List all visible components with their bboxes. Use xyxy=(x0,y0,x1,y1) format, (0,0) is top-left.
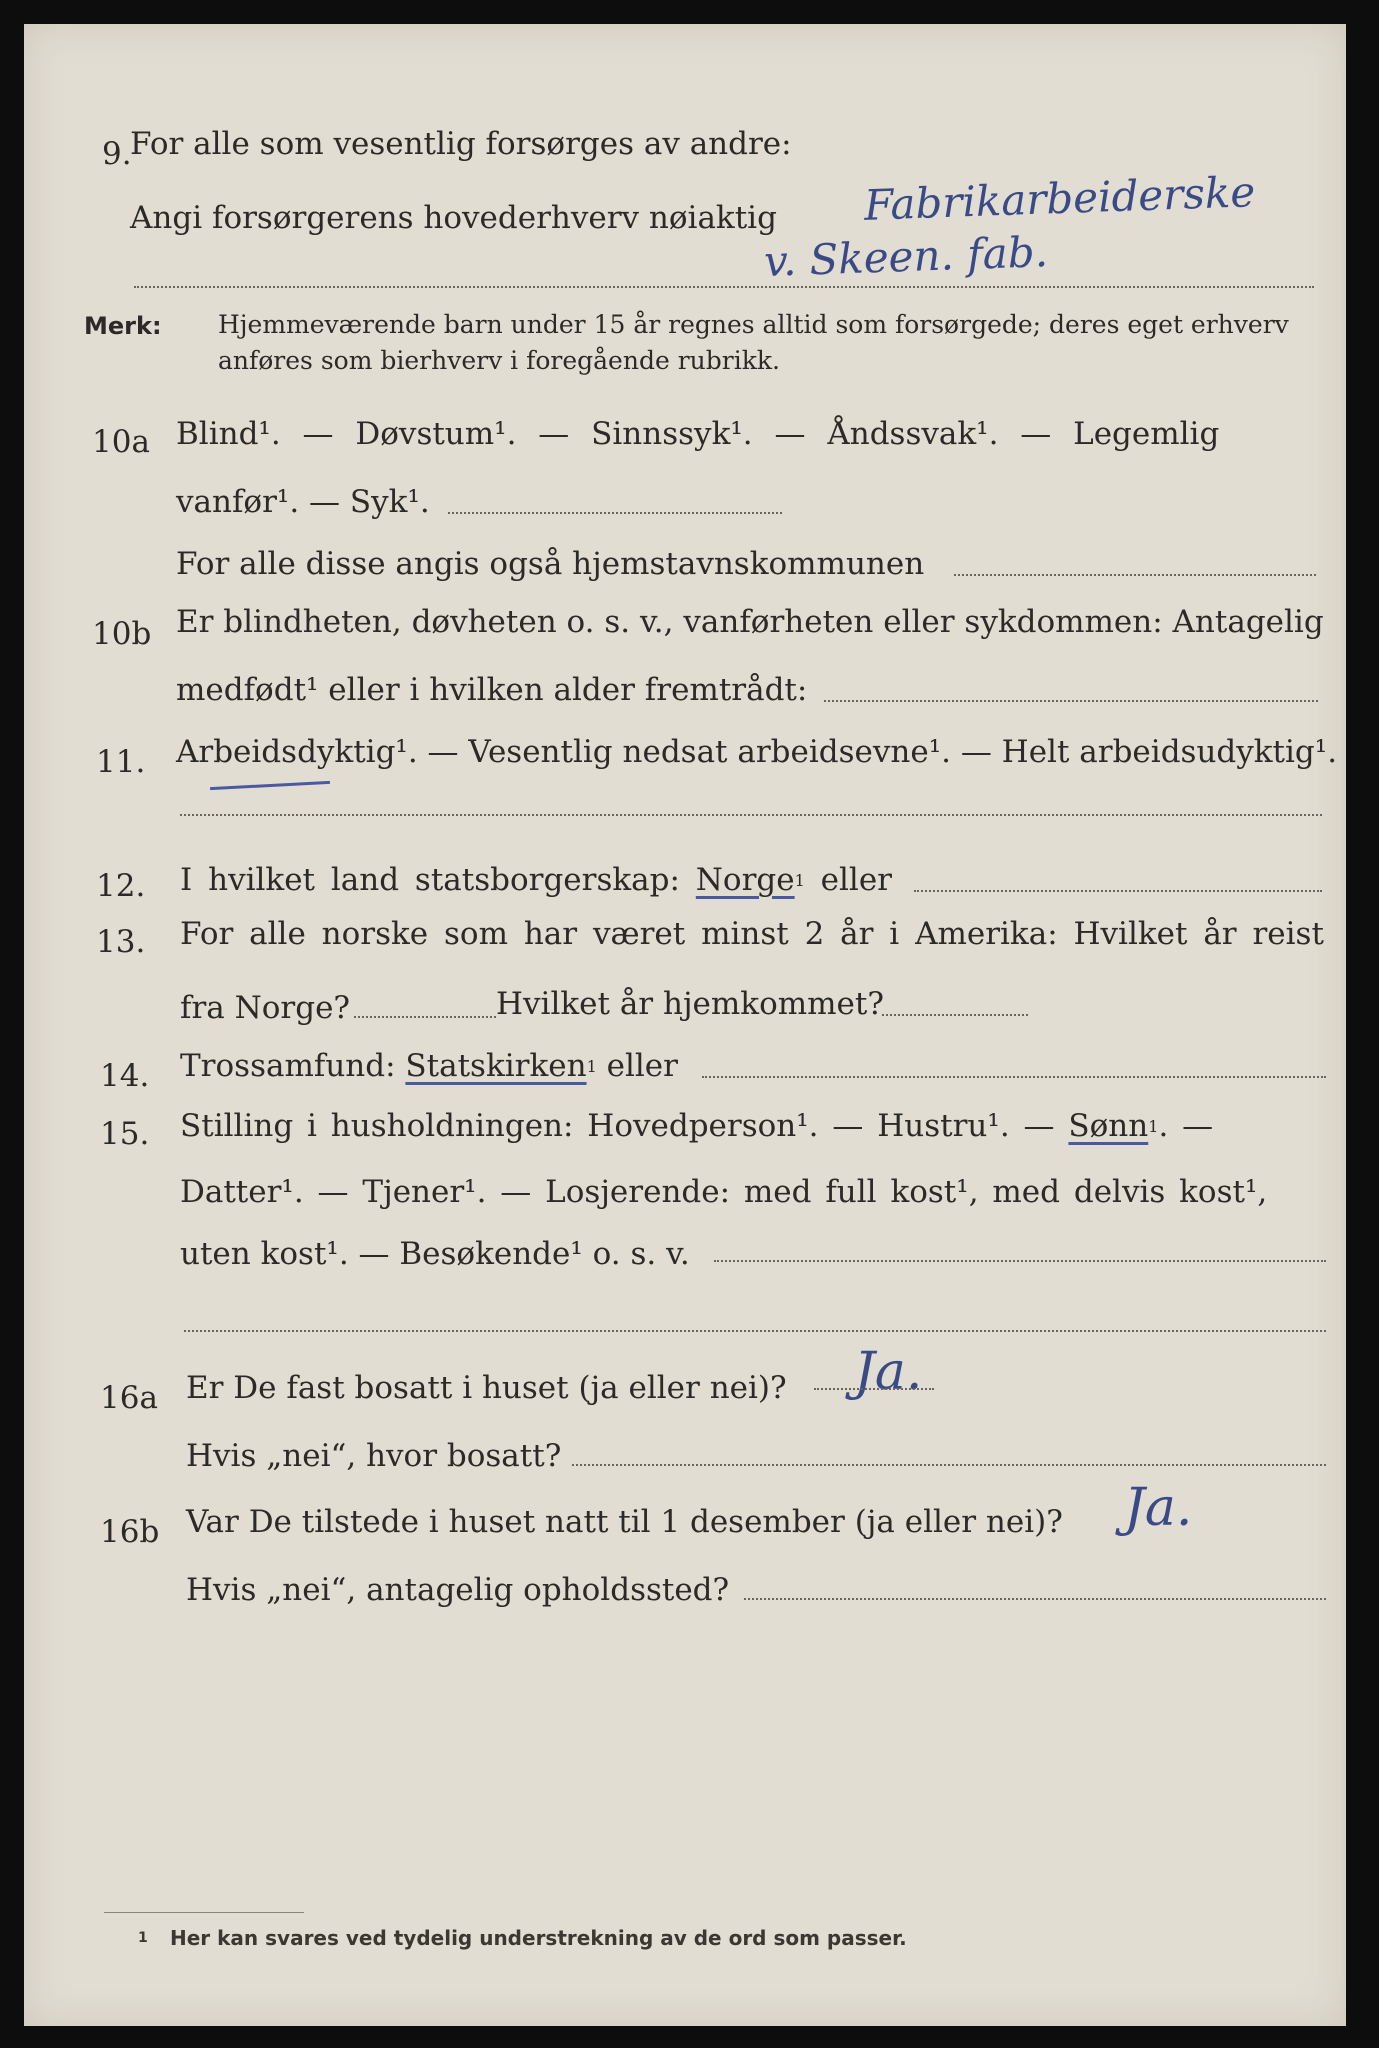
q16a-answer-line xyxy=(814,1388,934,1390)
q16b-number: 16b xyxy=(100,1514,160,1550)
q10b-answer-line xyxy=(824,700,1318,702)
q12-text: I hvilket land statsborgerskap: Norge$^1$ eller xyxy=(180,862,892,898)
q15-text-line2: Datter¹. — Tjener¹. — Losjerende: med full kost¹, med delvis kost¹, xyxy=(180,1174,1268,1210)
q9-handwritten-answer-1: Fabrikarbeiderske xyxy=(863,167,1256,230)
q15-line1-end: . — xyxy=(1158,1108,1214,1144)
q10b-text-line2: medfødt¹ eller i hvilken alder fremtrådt: xyxy=(176,672,808,708)
q14-answer-line xyxy=(702,1076,1326,1078)
q14-eller: eller xyxy=(606,1048,678,1084)
footnote-rule xyxy=(104,1912,304,1913)
q15-text-line3: uten kost¹. — Besøkende¹ o. s. v. xyxy=(180,1236,690,1272)
q16a-bosatt-line xyxy=(572,1464,1326,1466)
q9-answer-line xyxy=(134,286,1314,288)
merk-label: Merk: xyxy=(84,312,162,340)
q13-reist-line xyxy=(354,1016,496,1018)
q13-hjemkommet-line xyxy=(882,1014,1028,1016)
q14-question: Trossamfund: xyxy=(180,1048,396,1084)
q13-text-line2b: Hvilket år hjemkommet? xyxy=(496,986,884,1022)
q14-underlined-answer: Statskirken xyxy=(405,1048,587,1084)
q9-text-line1: For alle som vesentlig forsørges av andre: xyxy=(130,126,792,162)
q13-text-line2a: fra Norge? xyxy=(180,990,351,1026)
q14-text: Trossamfund: Statskirken$^1$ eller xyxy=(180,1048,678,1084)
q16b-opholdssted-line xyxy=(744,1598,1326,1600)
q15-underlined-answer: Sønn xyxy=(1068,1108,1149,1144)
q9-number: 9. xyxy=(102,136,132,172)
q13-text-line1: For alle norske som har været minst 2 år i Amerika: Hvilket år reist xyxy=(180,916,1324,952)
q10a-text-line1: Blind¹. — Døvstum¹. — Sinnssyk¹. — Åndssvak¹. — Legemlig xyxy=(176,416,1220,452)
q11-text-line1: Arbeidsdyktig¹. — Vesentlig nedsat arbeidsevne¹. — Helt arbeidsudyktig¹. xyxy=(176,734,1338,770)
q9-handwritten-answer-2: v. Skeen. fab. xyxy=(763,227,1049,286)
q11-answer-line xyxy=(180,814,1322,816)
q15-answer-line-1 xyxy=(714,1260,1326,1262)
q16a-handwritten-answer: Ja. xyxy=(854,1342,923,1402)
q12-eller: eller xyxy=(820,862,892,898)
q16a-number: 16a xyxy=(100,1380,158,1416)
q10b-number: 10b xyxy=(92,616,152,652)
footnote-mark: 1 xyxy=(138,1930,148,1946)
q12-underlined-answer: Norge xyxy=(695,862,795,898)
q9-text-line2: Angi forsørgerens hovederhverv nøiaktig xyxy=(130,200,777,236)
q12-number: 12. xyxy=(96,868,146,904)
census-form-page xyxy=(24,24,1346,2026)
merk-text-line2: anføres som bierhverv i foregående rubrikk. xyxy=(218,346,780,375)
q10a-syk-line xyxy=(448,512,782,514)
q16b-text-line1: Var De tilstede i huset natt til 1 desember (ja eller nei)? xyxy=(186,1504,1063,1540)
q12-answer-line xyxy=(914,890,1322,892)
q15-answer-line-2 xyxy=(184,1330,1326,1332)
q13-number: 13. xyxy=(96,924,146,960)
q11-handwritten-underline xyxy=(210,781,330,790)
q16a-text-line1: Er De fast bosatt i huset (ja eller nei)? xyxy=(186,1370,787,1406)
q10a-kommune-line xyxy=(954,574,1316,576)
q11-number: 11. xyxy=(96,744,146,780)
merk-text-line1: Hjemmeværende barn under 15 år regnes alltid som forsørgede; deres eget erhverv xyxy=(218,310,1289,339)
q16b-handwritten-answer: Ja. xyxy=(1124,1478,1193,1538)
q16b-text-line2: Hvis „nei“, antagelig opholdssted? xyxy=(186,1572,730,1608)
q15-text-line1: Stilling i husholdningen: Hovedperson¹. — Hustru¹. — Sønn$^1$. — xyxy=(180,1108,1214,1144)
q16a-text-line2: Hvis „nei“, hvor bosatt? xyxy=(186,1438,562,1474)
q10a-number: 10a xyxy=(92,424,150,460)
q10b-text-line1: Er blindheten, døvheten o. s. v., vanførheten eller sykdommen: Antagelig xyxy=(176,604,1324,640)
footnote-text: Her kan svares ved tydelig understrekning av de ord som passer. xyxy=(170,1926,907,1950)
q10a-text-line3: For alle disse angis også hjemstavnskommunen xyxy=(176,546,925,582)
q15-number: 15. xyxy=(100,1116,150,1152)
q12-question: I hvilket land statsborgerskap: xyxy=(180,862,680,898)
q10a-text-line2: vanfør¹. — Syk¹. xyxy=(176,484,430,520)
q15-line1-start: Stilling i husholdningen: Hovedperson¹. — Hustru¹. — xyxy=(180,1108,1055,1144)
q14-number: 14. xyxy=(100,1058,150,1094)
